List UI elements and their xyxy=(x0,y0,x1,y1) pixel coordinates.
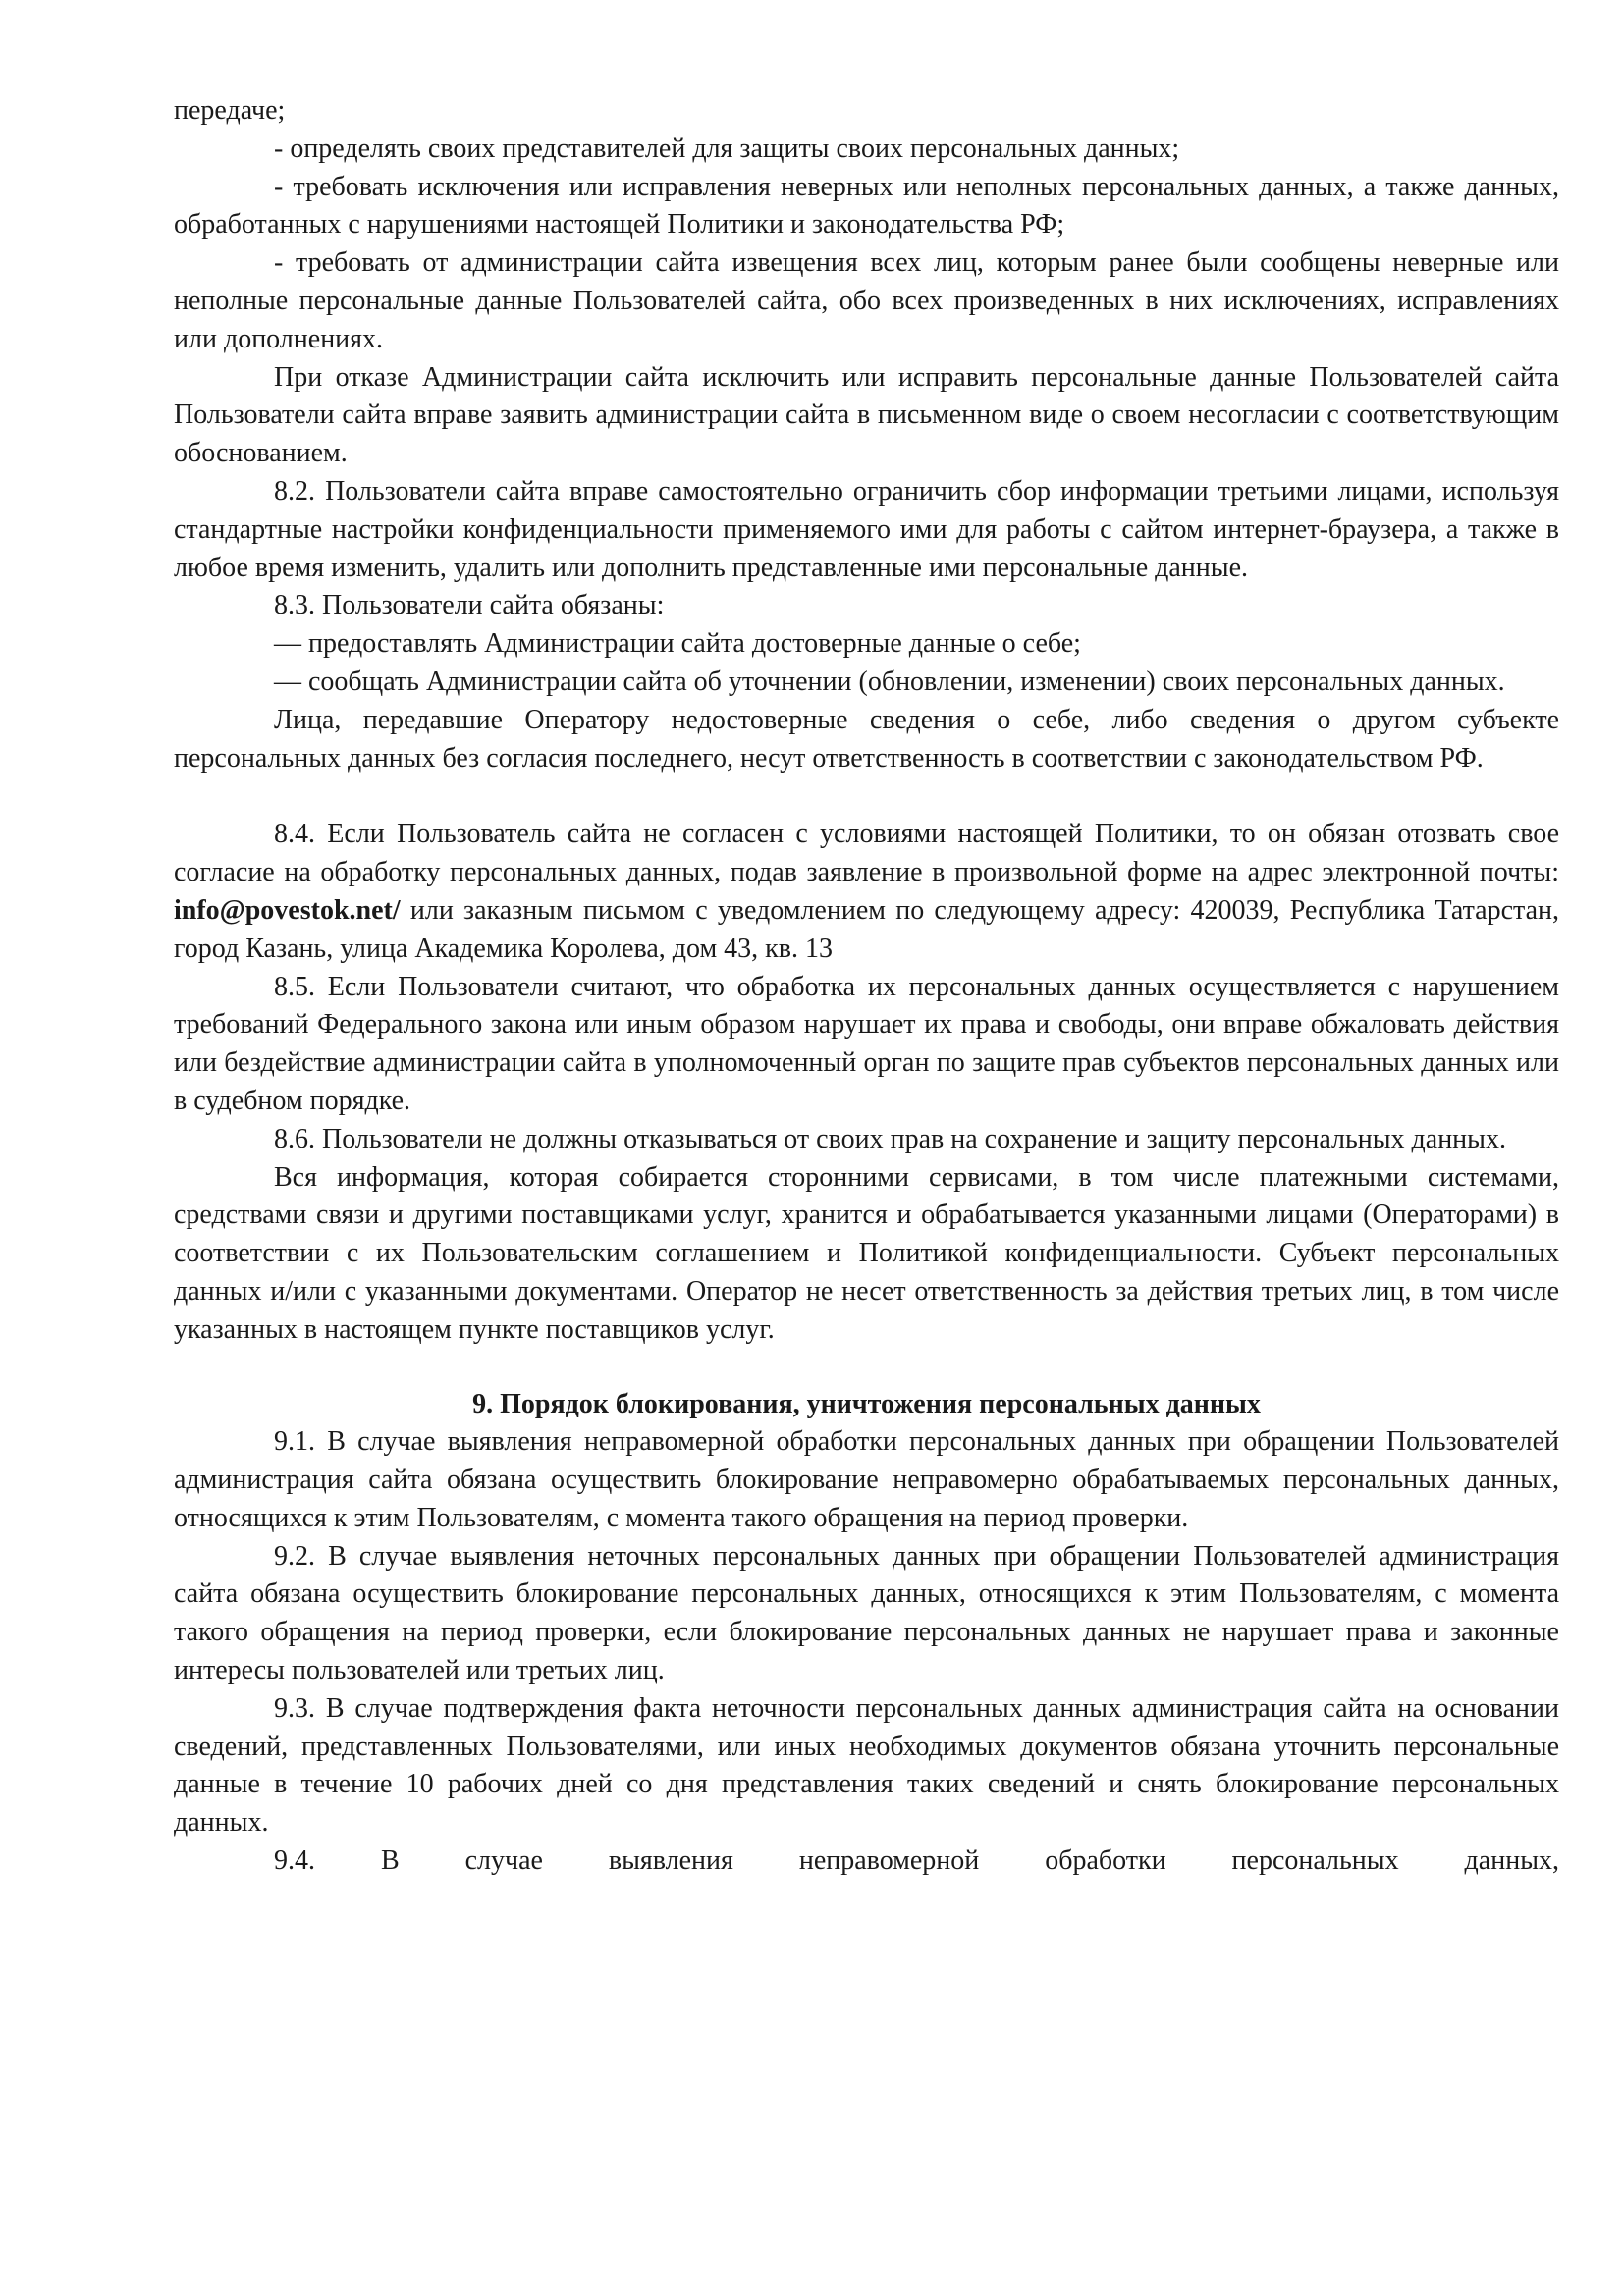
paragraph: - определять своих представителей для защиты своих персональных данных; xyxy=(274,133,1180,164)
paragraph-9-3: 9.3. В случае подтверждения факта неточности персональных данных администрация сайта на основании сведений, представленных Пользователями, или иных необходимых документов обязана уточнить персональные данные в течение 10 рабочих дней со дня представления таких сведений и снять блокирование персональных данных. xyxy=(174,1692,1559,1839)
paragraph-9-4: 9.4. В случае выявления неправомерной обработки персональных данных, xyxy=(274,1845,1559,1877)
paragraph-8-3: 8.3. Пользователи сайта обязаны: xyxy=(274,590,665,621)
paragraph: Лица, передавшие Оператору недостоверные сведения о себе, либо сведения о другом субъекте персональных данных без согласия последнего, несут ответственность в соответствии с законодательством РФ. xyxy=(174,704,1559,774)
paragraph: - требовать от администрации сайта извещения всех лиц, которым ранее были сообщены неверные или неполные персональные данные Пользователей сайта, обо всех произведенных в них исключениях, исправлениях или дополнениях. xyxy=(174,247,1559,354)
paragraph: - требовать исключения или исправления неверных или неполных персональных данных, а также данных, обработанных с нарушениями настоящей Политики и законодательства РФ; xyxy=(174,171,1559,240)
paragraph-8-2: 8.2. Пользователи сайта вправе самостоятельно ограничить сбор информации третьими лицами, используя стандартные настройки конфиденциальности применяемого ими для работы с сайтом интернет-браузера, а также в любое время изменить, удалить или дополнить представленные ими персональные данные. xyxy=(174,475,1559,583)
list-item: — предоставлять Администрации сайта достоверные данные о себе; xyxy=(274,628,1081,660)
paragraph: Вся информация, которая собирается сторонними сервисами, в том числе платежными системами, средствами связи и другими поставщиками услуг, хранится и обрабатывается указанными лицами (Операторами) в соответствии с их Пользовательским соглашением и Политикой конфиденциальности. Субъект персональных данных и/или с указанными документами. Оператор не несет ответственность за действия третьих лиц, в том числе указанных в настоящем пункте поставщиков услуг. xyxy=(174,1161,1559,1345)
email-address: info@povestok.net/ xyxy=(174,894,401,926)
spacer xyxy=(174,777,1559,816)
spacer xyxy=(174,1350,1559,1386)
paragraph: При отказе Администрации сайта исключить или исправить персональные данные Пользователей сайта Пользователи сайта вправе заявить администрации сайта в письменном виде о своем несогласии с соответствующим обоснованием. xyxy=(174,361,1559,469)
paragraph-9-2: 9.2. В случае выявления неточных персональных данных при обращении Пользователей администрация сайта обязана осуществить блокирование персональных данных, относящихся к этим Пользователям, с момента такого обращения на период проверки, если блокирование персональных данных не нарушает права и законные интересы пользователей или третьих лиц. xyxy=(174,1540,1559,1686)
paragraph-8-5: 8.5. Если Пользователи считают, что обработка их персональных данных осуществляется с нарушением требований Федерального закона или иным образом нарушает их права и свободы, они вправе обжаловать действия или бездействие администрации сайта в уполномоченный орган по защите прав субъектов персональных данных или в судебном порядке. xyxy=(174,971,1559,1116)
list-item: — сообщать Администрации сайта об уточнении (обновлении, изменении) своих персональных данных. xyxy=(274,666,1505,697)
section-heading: 9. Порядок блокирования, уничтожения персональных данных xyxy=(472,1388,1261,1419)
paragraph-text: 8.4. Если Пользователь сайта не согласен с условиями настоящей Политики, то он обязан отозвать свое согласие на обработку персональных данных, подав заявление в произвольной форме на адрес электронной почты: xyxy=(174,819,1559,888)
paragraph-9-1: 9.1. В случае выявления неправомерной обработки персональных данных при обращении Пользователей администрация сайта обязана осуществить блокирование неправомерно обрабатываемых персональных данных, относящихся к этим Пользователям, с момента такого обращения на период проверки. xyxy=(174,1426,1559,1533)
paragraph: передаче; xyxy=(174,95,286,126)
paragraph-text: или заказным письмом с уведомлением по следующему адресу: 420039, Республика Татарстан, город Казань, улица Академика Королева, дом 43, кв. 13 xyxy=(174,894,1559,964)
paragraph-8-6: 8.6. Пользователи не должны отказываться от своих прав на сохранение и защиту персональных данных. xyxy=(274,1123,1506,1154)
paragraph-8-4 xyxy=(174,816,1559,968)
document-page xyxy=(174,92,1559,1881)
